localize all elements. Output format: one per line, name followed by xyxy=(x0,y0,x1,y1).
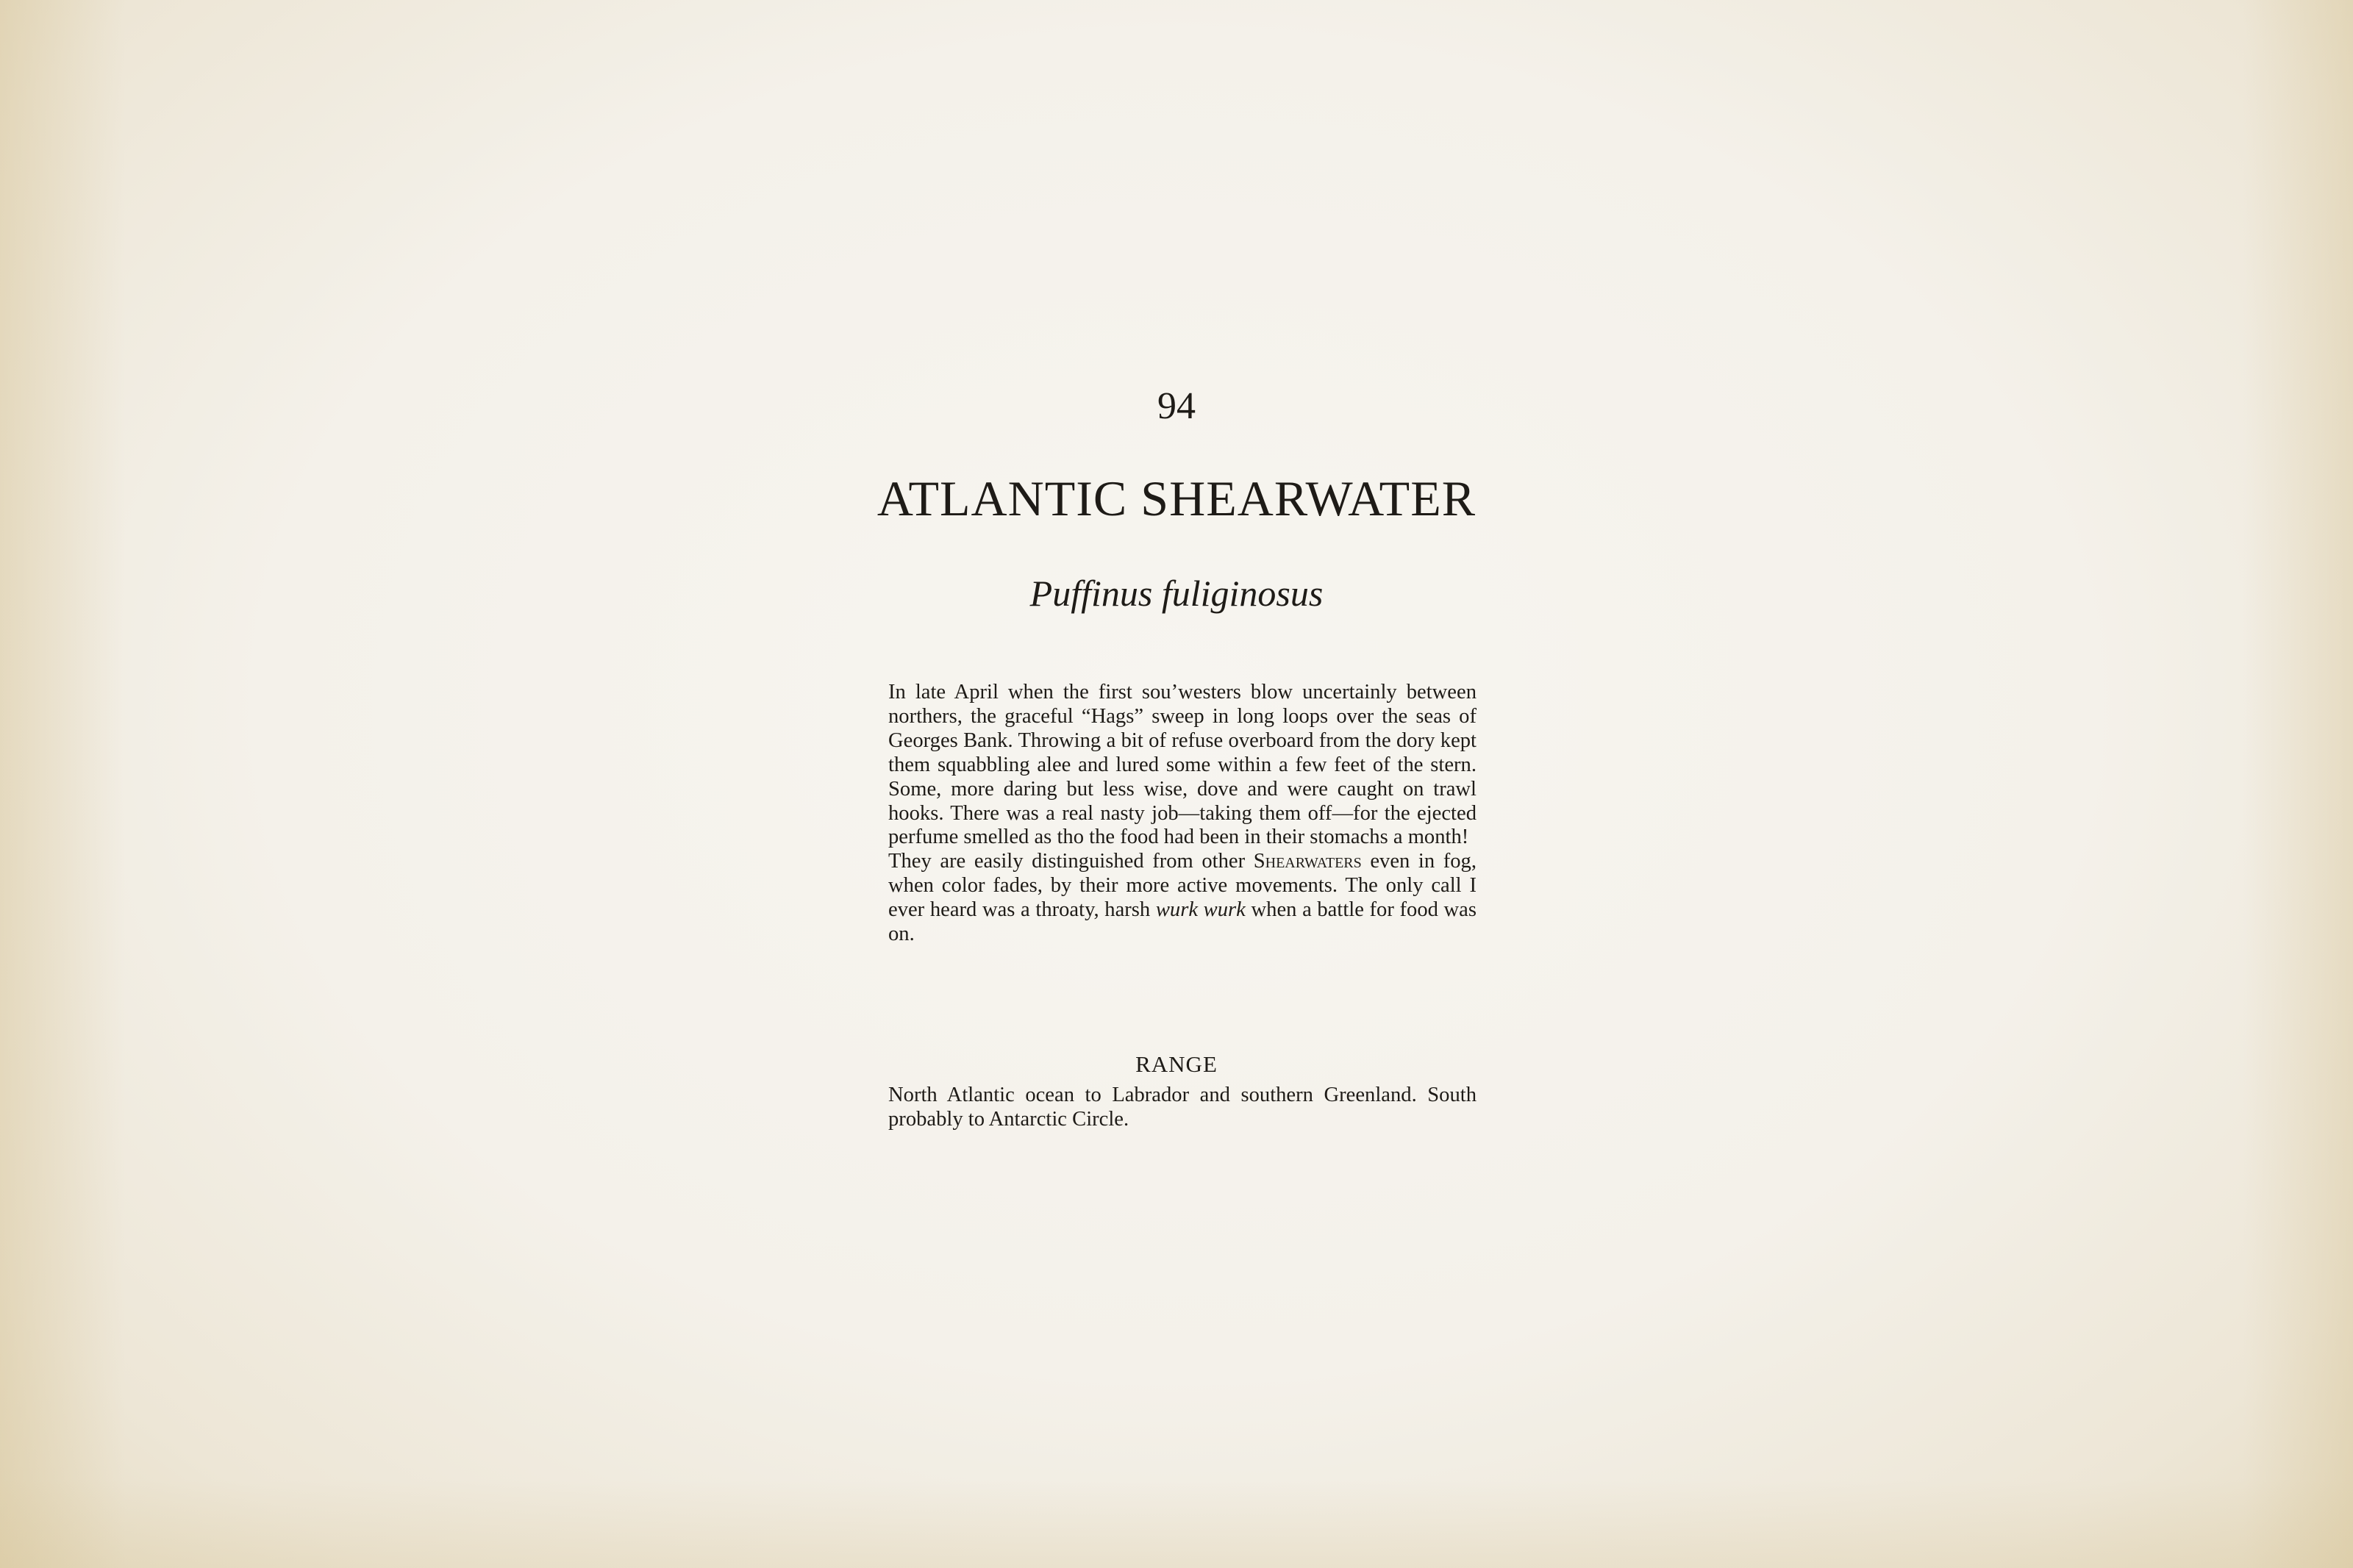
range-text-block xyxy=(888,1083,1477,1131)
paper-edge-right xyxy=(2243,0,2353,1568)
paper-edge-left xyxy=(0,0,125,1568)
range-text: North Atlantic ocean to Labrador and southern Greenland. South probably to Antarctic Circle. xyxy=(888,1084,1477,1131)
description-paragraph-2 xyxy=(888,850,1477,947)
description xyxy=(888,681,1477,947)
species-name-smallcaps: Shearwaters xyxy=(1253,850,1362,873)
paragraph-2-text-end: when a battle for food was on. xyxy=(888,898,1477,946)
paragraph-2-text-start: They are easily distinguished from other xyxy=(888,850,1254,873)
description-paragraph-1: In late April when the first sou’westers blow uncertainly between northers, the graceful “Hags” sweep in long loops over the seas of Georges Bank. Throwing a bit of refuse overboard from the dory kept them squabbling alee and lured some within a few feet of the stern. Some, more daring but less wise, dove and were caught on trawl hooks. There was a real nasty job—taking them off—for the ejected perfume smelled as tho the food had been in their stomachs a month! xyxy=(888,681,1477,849)
page-number: 94 xyxy=(1157,385,1196,427)
scientific-name: Puffinus fuliginosus xyxy=(1029,573,1324,614)
paragraph-2-text-middle: even in fog, when color fades, by their more active movements. The only call I ever heard was a throaty, harsh xyxy=(888,850,1477,922)
paper-edge-bottom xyxy=(0,1480,2353,1568)
range-heading: RANGE xyxy=(1135,1051,1218,1077)
page-title: ATLANTIC SHEARWATER xyxy=(876,470,1477,526)
call-sound-italic: wurk wurk xyxy=(1155,898,1246,922)
